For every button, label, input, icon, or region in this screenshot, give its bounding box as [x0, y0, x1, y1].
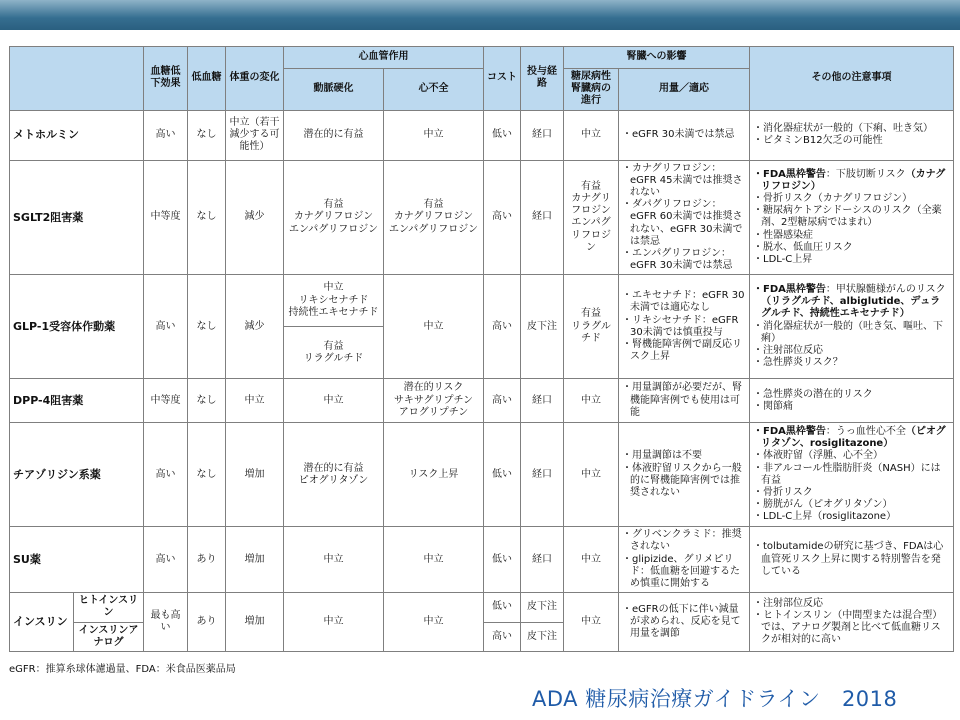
ckd-cell: 中立	[564, 379, 619, 423]
table-row-insulin-human	[10, 593, 954, 622]
hypo-cell: なし	[188, 160, 226, 275]
note-item: ・体液貯留（浮腫、心不全）	[753, 450, 883, 462]
hf-cell: 中立	[384, 110, 484, 160]
route-cell-analog: 皮下注	[521, 622, 564, 651]
glucose-cell: 高い	[144, 110, 188, 160]
fda-warning-label: ・FDA黒枠警告	[753, 426, 826, 437]
route-cell: 経口	[521, 527, 564, 593]
route-cell: 皮下注	[521, 275, 564, 379]
hf-cell: 中立	[384, 275, 484, 379]
note-item: ・性器感染症	[753, 229, 813, 241]
dose-cell	[619, 275, 750, 379]
dose-item: ・体液貯留リスクから一般的に腎機能障害例では推奨されない	[622, 462, 742, 498]
fda-warning-text: ：下肢切断リスク	[825, 168, 906, 180]
dose-cell	[619, 593, 750, 652]
notes-cell	[750, 110, 954, 160]
note-item: ・ヒトインスリン（中間型または混合型）では、アナログ製剤と比べて低血糖リスクが相対的に高い	[753, 609, 943, 646]
fda-warning-drug: （カナグリフロジン）	[761, 168, 946, 192]
header-renal: 腎臓への影響	[564, 47, 750, 69]
fda-warning-drug: （ピオグリタゾン、rosiglitazone）	[761, 426, 946, 450]
drug-name: SU薬	[10, 527, 144, 593]
ascvd-cell: 中立	[284, 527, 384, 593]
fda-warning-note	[753, 426, 950, 450]
fda-warning-text: ：甲状腺髄様がんのリスク	[825, 284, 946, 296]
cost-cell: 高い	[484, 160, 521, 275]
drug-name: インスリン	[10, 593, 74, 652]
ascvd-cell: 有益 カナグリフロジン エンパグリフロジン	[284, 160, 384, 275]
weight-cell: 中立（若干減少する可能性）	[226, 110, 284, 160]
notes-cell	[750, 527, 954, 593]
route-cell: 経口	[521, 423, 564, 527]
cost-cell: 低い	[484, 423, 521, 527]
table-row-dpp4	[10, 379, 954, 423]
ascvd-cell: 中立	[284, 593, 384, 652]
header-blank	[10, 47, 144, 111]
ckd-cell: 有益 リラグルチド	[564, 275, 619, 379]
note-item: ・非アルコール性脂肪肝炎（NASH）には有益	[753, 462, 941, 486]
notes-cell	[750, 379, 954, 423]
weight-cell: 減少	[226, 160, 284, 275]
note-item: ・脱水、低血圧リスク	[753, 241, 853, 253]
route-cell-human: 皮下注	[521, 593, 564, 622]
ckd-cell: 有益 カナグリフロジン エンパグリフロジン	[564, 160, 619, 275]
header-dose: 用量／適応	[619, 69, 750, 111]
dose-cell	[619, 379, 750, 423]
dose-item: ・カナグリフロジン：eGFR 45未満では推奨されない	[622, 162, 743, 198]
notes-cell	[750, 423, 954, 527]
ckd-cell: 中立	[564, 593, 619, 652]
weight-cell: 増加	[226, 593, 284, 652]
note-item: ・糖尿病ケトアシドーシスのリスク（全薬剤、2型糖尿病ではまれ）	[753, 205, 942, 229]
route-cell: 経口	[521, 379, 564, 423]
ckd-cell: 中立	[564, 527, 619, 593]
note-item: ・LDL-C上昇（rosiglitazone）	[753, 511, 897, 523]
cost-cell: 低い	[484, 110, 521, 160]
header-weight: 体重の変化	[226, 47, 284, 111]
table-row-sglt2	[10, 160, 954, 275]
ascvd-cell: 潜在的に有益	[284, 110, 384, 160]
drug-name: SGLT2阻害薬	[10, 160, 144, 275]
cost-cell: 低い	[484, 527, 521, 593]
note-item: ・膀胱がん（ピオグリタゾン）	[753, 499, 893, 511]
dose-item: ・リキシセナチド：eGFR 30未満では慎重投与	[622, 314, 739, 338]
header-cardiovascular: 心血管作用	[284, 47, 484, 69]
glucose-cell: 高い	[144, 275, 188, 379]
drug-comparison-table-container	[9, 46, 953, 652]
glucose-cell: 中等度	[144, 160, 188, 275]
insulin-subtype-human: ヒトインスリン	[74, 593, 144, 622]
table-row-tzd	[10, 423, 954, 527]
note-item: ・骨折リスク（カナグリフロジン）	[753, 193, 913, 205]
header-hypoglycemia: 低血糖	[188, 47, 226, 111]
footer-title: ADA 糖尿病治療ガイドライン 2018	[532, 687, 898, 711]
fda-warning-label: ・FDA黒枠警告	[753, 168, 826, 180]
cost-cell: 高い	[484, 275, 521, 379]
glucose-cell: 高い	[144, 423, 188, 527]
header-ckd: 糖尿病性腎臓病の進行	[564, 69, 619, 111]
ascvd-cell: 潜在的に有益 ピオグリタゾン	[284, 423, 384, 527]
hypo-cell: なし	[188, 275, 226, 379]
hypo-cell: なし	[188, 110, 226, 160]
header-cost: コスト	[484, 47, 521, 111]
dose-item: ・エキセナチド：eGFR 30未満では適応なし	[622, 290, 745, 314]
note-item: ・tolbutamideの研究に基づき、FDAは心血管死リスク上昇に関する特別警告を発している	[753, 541, 944, 577]
dose-cell	[619, 160, 750, 275]
dose-cell	[619, 110, 750, 160]
hf-cell: 中立	[384, 527, 484, 593]
fda-warning-note	[753, 284, 950, 321]
glucose-cell: 高い	[144, 527, 188, 593]
note-item: ・消化器症状が一般的（吐き気、嘔吐、下痢）	[753, 320, 943, 344]
weight-cell: 増加	[226, 423, 284, 527]
glucose-cell: 最も高い	[144, 593, 188, 652]
drug-name: チアゾリジン系薬	[10, 423, 144, 527]
dose-cell	[619, 423, 750, 527]
drug-comparison-table	[9, 46, 954, 652]
hypo-cell: あり	[188, 593, 226, 652]
note-item: ・LDL-C上昇	[753, 253, 813, 265]
notes-cell	[750, 593, 954, 652]
hypo-cell: なし	[188, 379, 226, 423]
notes-cell	[750, 160, 954, 275]
fda-warning-note	[753, 169, 950, 193]
dose-item: ・eGFR 30未満では禁忌	[622, 128, 735, 140]
note-item: ・急性膵炎リスク？	[753, 357, 843, 369]
weight-cell: 中立	[226, 379, 284, 423]
table-row-metformin	[10, 110, 954, 160]
hypo-cell: あり	[188, 527, 226, 593]
hf-cell: 有益 カナグリフロジン エンパグリフロジン	[384, 160, 484, 275]
drug-name: メトホルミン	[10, 110, 144, 160]
dose-cell	[619, 527, 750, 593]
fda-warning-text: ：うっ血性心不全	[825, 426, 906, 437]
notes-cell	[750, 275, 954, 379]
top-banner	[0, 0, 960, 30]
fda-warning-label: ・FDA黒枠警告	[753, 284, 826, 296]
dose-item: ・eGFRの低下に伴い減量が求められ、反応を見て用量を調節	[622, 603, 741, 640]
footnote: eGFR：推算糸球体濾過量、FDA：米食品医薬品局	[9, 664, 236, 675]
ascvd-cell-benefit: 有益 リラグルチド	[284, 327, 384, 379]
weight-cell: 減少	[226, 275, 284, 379]
route-cell: 経口	[521, 160, 564, 275]
ckd-cell: 中立	[564, 423, 619, 527]
weight-cell: 増加	[226, 527, 284, 593]
drug-name: DPP-4阻害薬	[10, 379, 144, 423]
ascvd-cell-neutral: 中立 リキシセナチド 持続性エキセナチド	[284, 275, 384, 327]
note-item: ・関節痛	[753, 400, 793, 412]
hypo-cell: なし	[188, 423, 226, 527]
table-row-su	[10, 527, 954, 593]
route-cell: 経口	[521, 110, 564, 160]
insulin-subtype-analog: インスリンアナログ	[74, 622, 144, 651]
note-item: ・注射部位反応	[753, 345, 823, 357]
dose-item: ・腎機能障害例で副反応リスク上昇	[622, 338, 742, 363]
note-item: ・ビタミンB12欠乏の可能性	[753, 135, 883, 147]
dose-item: ・用量調節は不要	[622, 450, 702, 462]
header-notes: その他の注意事項	[750, 47, 954, 111]
glucose-cell: 中等度	[144, 379, 188, 423]
note-item: ・消化器症状が一般的（下痢、吐き気）	[753, 122, 933, 134]
cost-cell-human: 低い	[484, 593, 521, 622]
header-ascvd: 動脈硬化	[284, 69, 384, 111]
note-item: ・注射部位反応	[753, 597, 823, 609]
drug-name: GLP-1受容体作動薬	[10, 275, 144, 379]
header-hf: 心不全	[384, 69, 484, 111]
header-route: 投与経路	[521, 47, 564, 111]
dose-item: ・glipizide、グリメピリド：低血糖を回避するため慎重に開始する	[622, 553, 740, 590]
table-row-glp1	[10, 275, 954, 327]
cost-cell-analog: 高い	[484, 622, 521, 651]
note-item: ・骨折リスク	[753, 486, 813, 498]
fda-warning-drug: （リラグルチド、albiglutide、デュラグルチド、持続性エキセナチド）	[761, 296, 941, 320]
ckd-cell: 中立	[564, 110, 619, 160]
header-glucose: 血糖低下効果	[144, 47, 188, 111]
hf-cell: 中立	[384, 593, 484, 652]
dose-item: ・ダパグリフロジン：eGFR 60未満では推奨されない、eGFR 30未満では禁忌	[622, 199, 743, 247]
hf-cell: 潜在的リスク サキサグリプチン アログリプチン	[384, 379, 484, 423]
note-item: ・急性膵炎の潜在的リスク	[753, 388, 873, 400]
hf-cell: リスク上昇	[384, 423, 484, 527]
dose-item: ・エンパグリフロジン：eGFR 30未満では禁忌	[622, 247, 733, 272]
ascvd-cell: 中立	[284, 379, 384, 423]
cost-cell: 高い	[484, 379, 521, 423]
dose-item: ・用量調節が必要だが、腎機能障害例でも使用は可能	[622, 382, 742, 418]
dose-item: ・グリベンクラミド：推奨されない	[622, 529, 742, 553]
